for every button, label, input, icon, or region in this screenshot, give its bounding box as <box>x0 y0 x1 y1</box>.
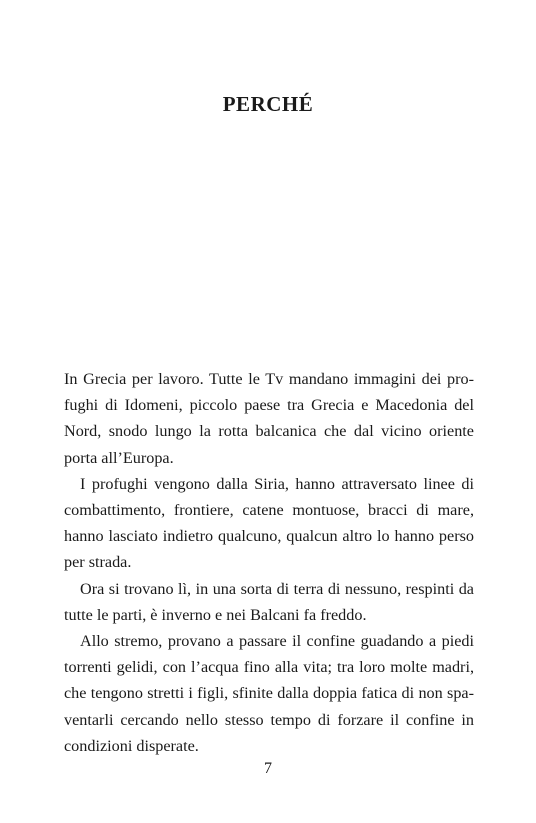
body-text <box>64 366 474 759</box>
text-line: Nord, snodo lungo la rotta balcanica che dal vicino oriente <box>64 422 474 441</box>
chapter-title: PERCHÉ <box>222 92 314 116</box>
paragraph-2 <box>64 471 474 576</box>
page-number: 7 <box>264 760 272 777</box>
paragraph-4 <box>64 628 474 759</box>
text-line: tutte le parti, è inverno e nei Balcani fa freddo. <box>64 605 367 624</box>
text-line: Ora si trovano lì, in una sorta di terra di nessuno, respinti da <box>80 579 474 598</box>
text-line: condizioni disperate. <box>64 736 199 755</box>
text-line: Allo stremo, provano a passare il confine guadando a piedi <box>80 632 474 651</box>
text-line: combattimento, frontiere, catene montuose, bracci di mare, <box>64 501 474 520</box>
text-line: ventarli cercando nello stesso tempo di forzare il confine in <box>64 710 474 729</box>
text-line: per strada. <box>64 553 132 572</box>
text-line: In Grecia per lavoro. Tutte le Tv mandano immagini dei pro- <box>64 370 474 388</box>
text-line: fughi di Idomeni, piccolo paese tra Grecia e Macedonia del <box>64 396 474 415</box>
paragraph-1 <box>64 366 474 471</box>
text-line: I profughi vengono dalla Siria, hanno attraversato linee di <box>80 474 474 493</box>
paragraph-3 <box>64 576 474 628</box>
text-line: torrenti gelidi, con l’acqua fino alla vita; tra loro molte madri, <box>64 658 474 677</box>
text-line: porta all’Europa. <box>64 448 174 467</box>
text-line: che tengono stretti i figli, sfinite dalla doppia fatica di non spa- <box>64 684 474 703</box>
text-line: hanno lasciato indietro qualcuno, qualcun altro lo hanno perso <box>64 527 474 546</box>
